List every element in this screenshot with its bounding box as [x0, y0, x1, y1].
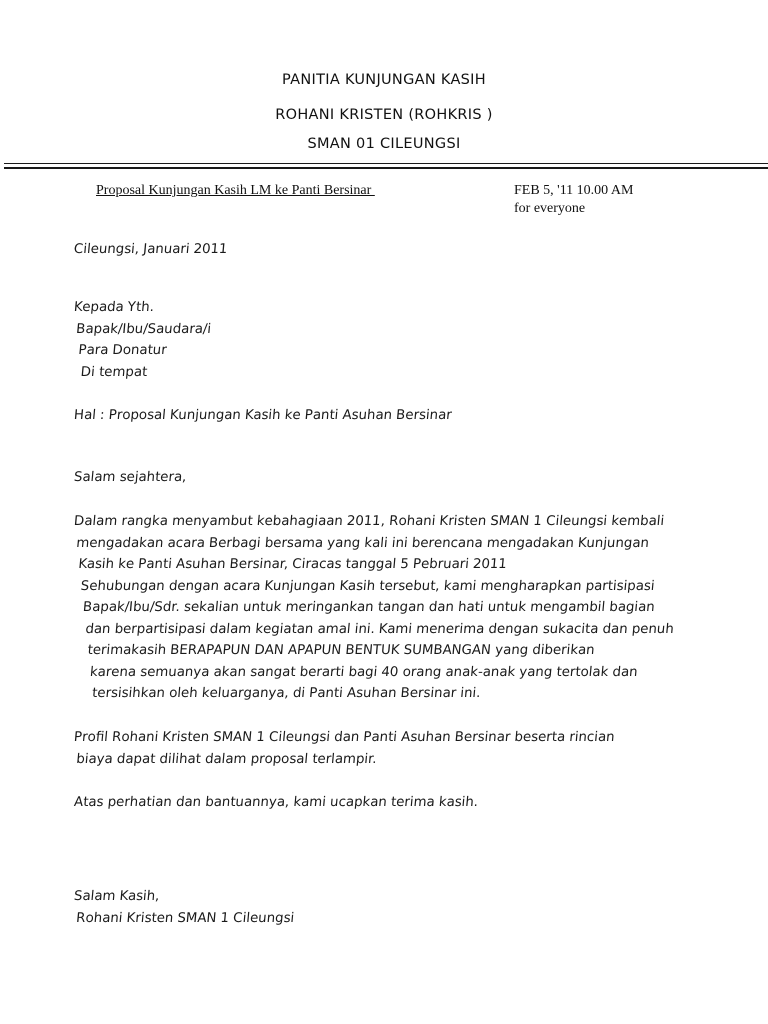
paragraph-line: terimakasih BERAPAPUN DAN APAPUN BENTUK SUMBANGAN yang diberikan [86, 643, 596, 658]
greeting: Salam sejahtera, [73, 470, 188, 485]
paragraph-line: karena semuanya akan sangat berarti bagi 40 orang anak-anak yang tertolak dan [89, 664, 639, 680]
paragraph-line: Bapak/Ibu/Sdr. sekalian untuk meringankan tangan dan hati untuk mengambil bagian [82, 600, 656, 615]
proposal-title: Proposal Kunjungan Kasih LM ke Panti Bersinar [96, 183, 375, 198]
header-divider-thin [4, 163, 768, 164]
paragraph-line: Sehubungan dengan acara Kunjungan Kasih tersebut, kami mengharapkan partisipasi [80, 578, 656, 594]
signoff-block [73, 886, 718, 929]
signoff-line: Salam Kasih, [73, 889, 161, 904]
paragraph-line: biaya dapat dilihat dalam proposal terlampir. [75, 751, 378, 767]
subject-line: Hal : Proposal Kunjungan Kasih ke Panti Asuhan Bersinar [73, 408, 453, 423]
header-divider-thick [4, 167, 768, 169]
school-name: SMAN 01 CILEUNGSI [307, 136, 461, 152]
recipient-line: Di tempat [80, 364, 148, 380]
body-paragraph-1 [73, 511, 733, 705]
recipient-block [73, 297, 722, 383]
closing-thanks: Atas perhatian dan bantuannya, kami ucapkan terima kasih. [73, 795, 479, 810]
signoff-line: Rohani Kristen SMAN 1 Cileungsi [75, 910, 295, 926]
stamp-date: FEB 5, '11 10.00 AM [514, 183, 634, 198]
recipient-line: Kepada Yth. [73, 300, 155, 315]
paragraph-line: mengadakan acara Berbagi bersama yang kali ini berencana mengadakan Kunjungan [75, 535, 650, 551]
paragraph-line: dan berpartisipasi dalam kegiatan amal ini. Kami menerima dengan sukacita dan penuh [84, 621, 675, 637]
stamp-note: for everyone [514, 201, 586, 216]
org-committee-title: PANITIA KUNJUNGAN KASIH [282, 72, 486, 88]
paragraph-line: tersisihkan oleh keluarganya, di Panti Asuhan Bersinar ini. [91, 686, 482, 701]
recipient-line: Para Donatur [77, 343, 168, 358]
body-paragraph-2 [73, 727, 718, 770]
org-name: ROHANI KRISTEN (ROHKRIS ) [275, 107, 493, 123]
paragraph-line: Profil Rohani Kristen SMAN 1 Cileungsi dan Panti Asuhan Bersinar beserta rincian [73, 730, 616, 745]
place-date: Cileungsi, Januari 2011 [73, 242, 229, 257]
paragraph-line: Kasih ke Panti Asuhan Bersinar, Ciracas tanggal 5 Pebruari 2011 [77, 557, 508, 572]
paragraph-line: Dalam rangka menyambut kebahagiaan 2011, Rohani Kristen SMAN 1 Cileungsi kembali [73, 514, 665, 529]
recipient-line: Bapak/Ibu/Saudara/i [75, 321, 212, 337]
